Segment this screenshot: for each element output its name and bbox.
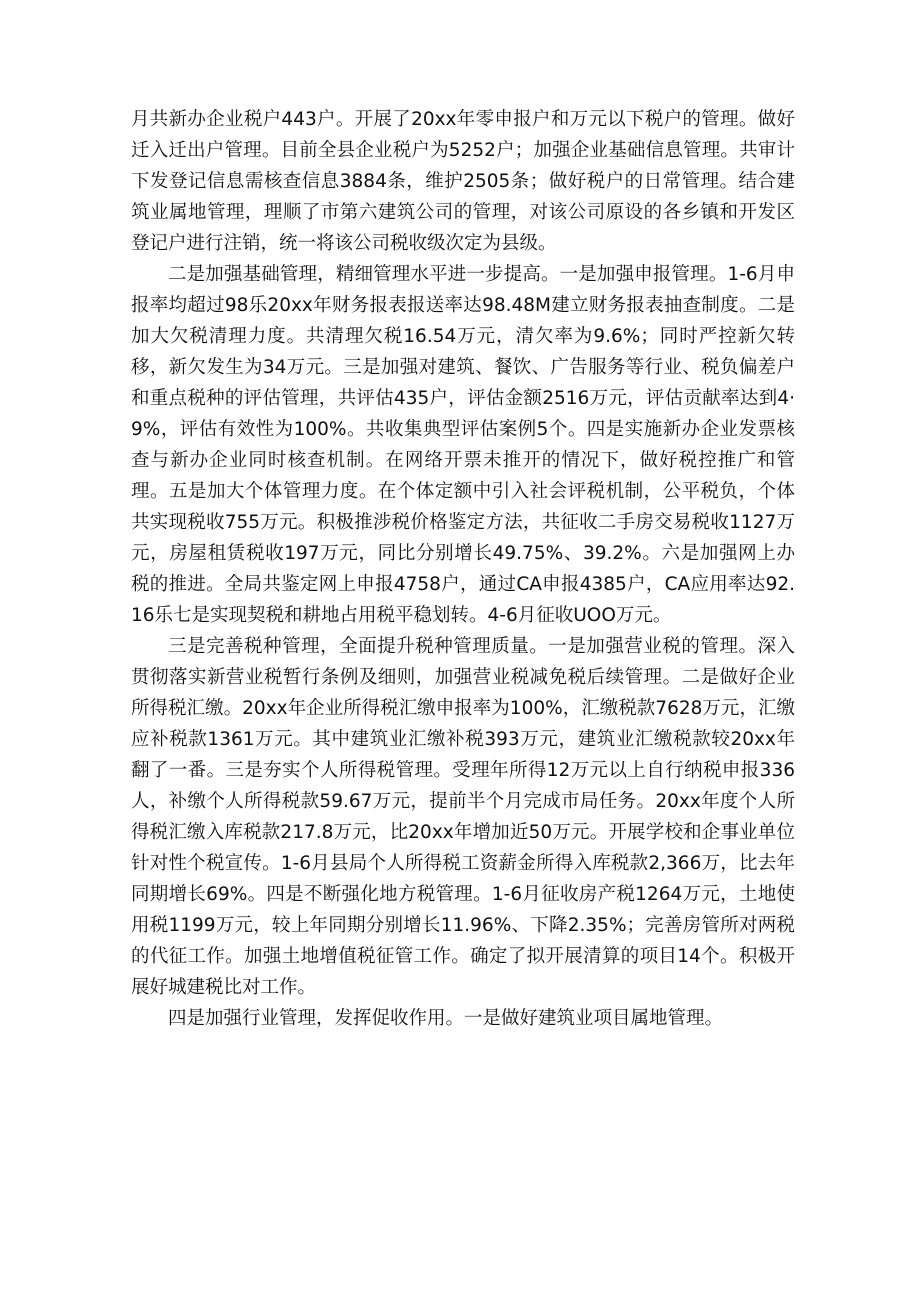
document-body bbox=[131, 104, 795, 1034]
paragraph-tax-type-management: 三是完善税种管理，全面提升税种管理质量。一是加强营业税的管理。深入贯彻落实新营业税暂行条例及细则，加强营业税减免税后续管理。二是做好企业所得税汇缴。20xx年企业所得税汇缴申报率为100%，汇缴税款7628万元，汇缴应补税款1361万元。其中建筑业汇缴补税393万元，建筑业汇缴税款较20xx年翻了一番。三是夯实个人所得税管理。受理年所得12万元以上自行纳税申报336人，补缴个人所得税款59.67万元，提前半个月完成市局任务。20xx年度个人所得税汇缴入库税款217.8万元，比20xx年增加近50万元。开展学校和企事业单位针对性个税宣传。1-6月县局个人所得税工资薪金所得入库税款2,366万，比去年同期增长69%。四是不断强化地方税管理。1-6月征收房产税1264万元，土地使用税1199万元，较上年同期分别增长11.96%、下降2.35%；完善房管所对两税的代征工作。加强土地增值税征管工作。确定了拟开展清算的项目14个。积极开展好城建税比对工作。 bbox=[131, 636, 795, 998]
paragraph-continuation: 月共新办企业税户443户。开展了20xx年零申报户和万元以下税户的管理。做好迁入迁出户管理。目前全县企业税户为5252户；加强企业基础信息管理。共审计下发登记信息需核查信息3884条，维护2505条；做好税户的日常管理。结合建筑业属地管理，理顺了市第六建筑公司的管理，对该公司原设的各乡镇和开发区登记户进行注销，统一将该公司税收级次定为县级。 bbox=[131, 109, 795, 254]
paragraph-industry-management: 四是加强行业管理，发挥促收作用。一是做好建筑业项目属地管理。 bbox=[168, 1008, 724, 1029]
paragraph-basic-management: 二是加强基础管理，精细管理水平进一步提高。一是加强申报管理。1-6月申报率均超过98乐20xx年财务报表报送率达98.48M建立财务报表抽查制度。二是加大欠税清理力度。共清理欠税16.54万元，清欠率为9.6%；同时严控新欠转移，新欠发生为34万元。三是加强对建筑、餐饮、广告服务等行业、税负偏差户和重点税种的评估管理，共评估435户，评估金额2516万元，评估贡献率达到4·9%，评估有效性为100%。共收集典型评估案例5个。四是实施新办企业发票核查与新办企业同时核查机制。在网络开票未推开的情况下，做好税控推广和管理。五是加大个体管理力度。在个体定额中引入社会评税机制，公平税负，个体共实现税收755万元。积极推涉税价格鉴定方法，共征收二手房交易税收1127万元，房屋租赁税收197万元，同比分别增长49.75%、39.2%。六是加强网上办税的推进。全局共鉴定网上申报4758户，通过CA申报4385户，CA应用率达92.16乐七是实现契税和耕地占用税平稳划转。4-6月征收UOO万元。 bbox=[131, 264, 795, 626]
